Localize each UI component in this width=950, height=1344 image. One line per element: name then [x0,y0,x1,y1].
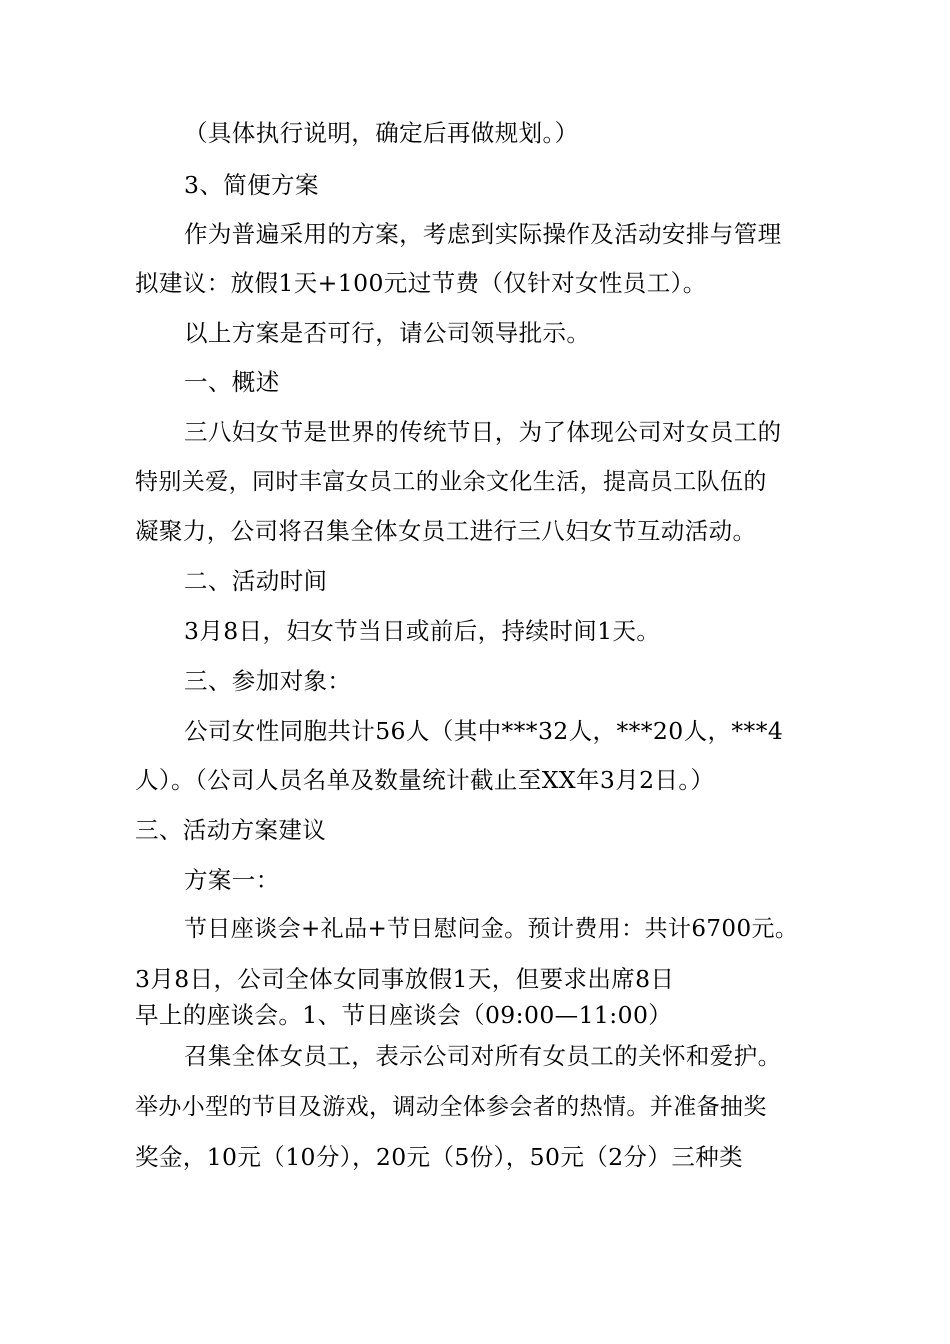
paragraph-line: （具体执行说明，确定后再做规划。） [184,119,579,147]
paragraph-line: 特别关爱，同时丰富女员工的业余文化生活，提高员工队伍的 [135,469,767,495]
paragraph-line: 人）。（公司人员名单及数量统计截止至XX年3月2日。） [135,766,715,794]
paragraph-line: 以上方案是否可行，请公司领导批示。 [184,319,591,347]
paragraph-line: 3月8日，公司全体女同事放假1天，但要求出席8日 [135,965,675,993]
section-heading: 三、参加对象： [184,667,352,695]
paragraph-line: 拟建议：放假1天+100元过节费（仅针对女性员工）。 [135,269,707,297]
paragraph-line: 三八妇女节是世界的传统节日，为了体现公司对女员工的 [184,418,782,446]
paragraph-line: 举办小型的节目及游戏，调动全体参会者的热情。并准备抽奖 [135,1094,767,1120]
section-heading: 一、概述 [184,368,280,396]
paragraph-line: 公司女性同胞共计56人（其中***32人，***20人，***4 [184,717,784,745]
paragraph-line: 作为普遍采用的方案，考虑到实际操作及活动安排与管理 [184,220,782,248]
paragraph-line: 节日座谈会+礼品+节日慰问金。预计费用：共计6700元。 [184,916,799,942]
section-heading: 方案一： [184,866,280,894]
paragraph-line: 召集全体女员工，表示公司对所有女员工的关怀和爱护。 [184,1042,782,1070]
paragraph-line: 早上的座谈会。1、节日座谈会（09:00—11:00） [135,1001,673,1029]
paragraph-line: 凝聚力，公司将召集全体女员工进行三八妇女节互动活动。 [135,517,757,545]
paragraph-line: 奖金，10元（10分），20元（5份），50元（2分）三种类 [135,1143,744,1171]
paragraph-line: 3月8日，妇女节当日或前后，持续时间1天。 [184,617,661,645]
section-heading: 3、简便方案 [184,171,319,199]
section-heading: 三、活动方案建议 [135,816,327,844]
section-heading: 二、活动时间 [184,567,328,595]
